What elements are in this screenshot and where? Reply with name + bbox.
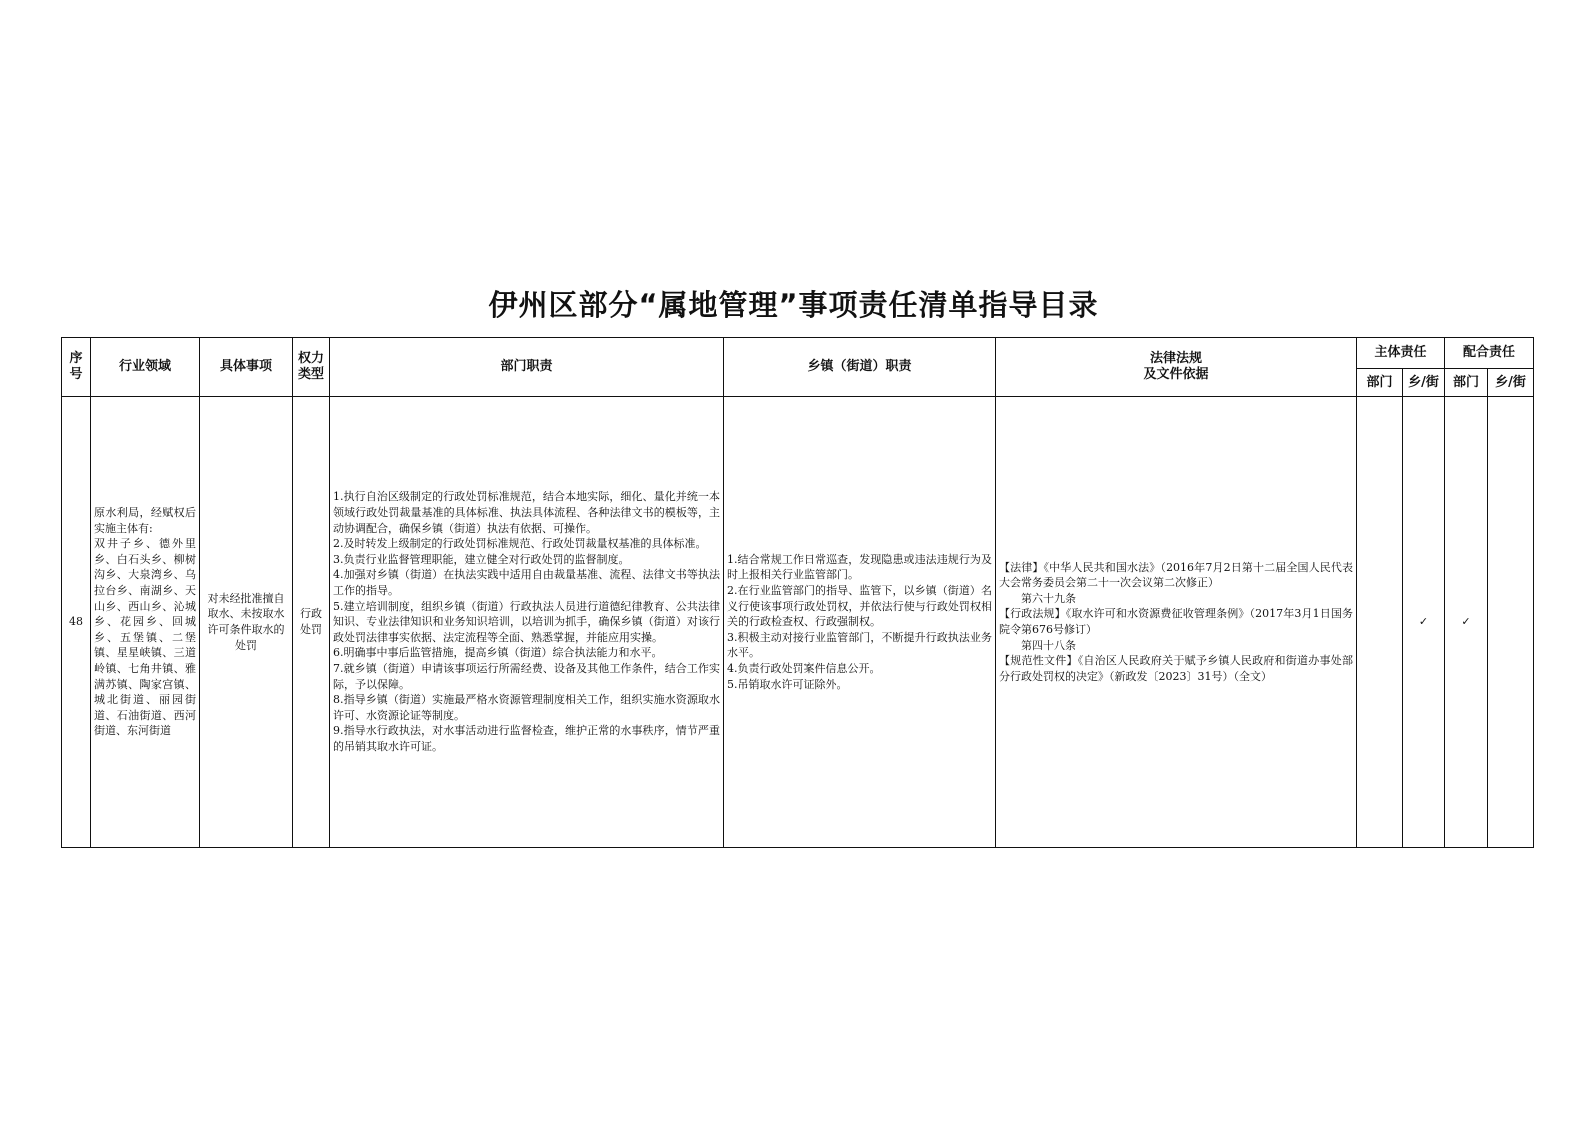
header-dept-duty: 部门职责 (330, 338, 724, 397)
cell-coop-dept-check: ✓ (1445, 397, 1488, 848)
header-town-duty: 乡镇（街道）职责 (724, 338, 996, 397)
cell-dept-duty: 1.执行自治区级制定的行政处罚标准规范，结合本地实际，细化、量化并统一本领域行政处罚裁量基准的具体标准、执法具体流程、各种法律文书的模板等，主动协调配合，确保乡镇（街道）执法有依据、可操作。 2.及时转发上级制定的行政处罚标准规范、行政处罚裁量权基准的具体标准。 3.负责行业监督管理职能，建立健全对行政处罚的监督制度。 4.加强对乡镇（街道）在执法实践中适用自由裁量基准、流程、法律文书等执法工作的指导。 5.建立培训制度，组织乡镇（街道）行政执法人员进行道德纪律教育、公共法律知识、专业法律知识和业务知识培训，以培训为抓手，确保乡镇（街道）对该行政处罚法律事实依据、法定流程等全面、熟悉掌握，并能应用实操。 6.明确事中事后监管措施，提高乡镇（街道）综合执法能力和水平。 7.就乡镇（街道）申请该事项运行所需经费、设备及其他工作条件，结合工作实际，予以保障。 8.指导乡镇（街道）实施最严格水资源管理制度相关工作，组织实施水资源取水许可、水资源论证等制度。 9.指导水行政执法，对水事活动进行监督检查，维护正常的水事秩序，情节严重的吊销其取水许可证。 (330, 397, 724, 848)
header-row (62, 338, 1534, 369)
header-power-type (293, 338, 330, 397)
header-power-line1: 权力 (297, 351, 324, 366)
cell-main-dept (1357, 397, 1403, 848)
header-coop-resp: 配合责任 (1445, 338, 1534, 369)
table-row (62, 397, 1534, 848)
header-main-resp: 主体责任 (1357, 338, 1445, 369)
cell-industry: 原水利局，经赋权后实施主体有: 双井子乡、德外里乡、白石头乡、柳树沟乡、大泉湾乡、乌拉台乡、南湖乡、天山乡、西山乡、沁城乡、花园乡、回城乡、五堡镇、二堡镇、星星峡镇、三道岭镇、七角井镇、雅满苏镇、陶家宫镇、城北街道、丽园街道、石油街道、西河街道、东河街道 (91, 397, 200, 848)
cell-item: 对未经批准擅自取水、未按取水许可条件取水的处罚 (200, 397, 293, 848)
responsibility-table (61, 337, 1534, 848)
cell-main-town-check: ✓ (1403, 397, 1445, 848)
cell-town-duty: 1.结合常规工作日常巡查，发现隐患或违法违规行为及时上报相关行业监管部门。 2.在行业监管部门的指导、监管下，以乡镇（街道）名义行使该事项行政处罚权，并依法行使与行政处罚权相关的行政检查权、行政强制权。 3.积极主动对接行业监管部门，不断提升行政执法业务水平。 4.负责行政处罚案件信息公开。 5.吊销取水许可证除外。 (724, 397, 996, 848)
header-main-dept: 部门 (1357, 369, 1403, 397)
header-seq-line2: 号 (69, 367, 83, 382)
header-coop-dept: 部门 (1445, 369, 1488, 397)
header-law-line2: 及文件依据 (1143, 367, 1209, 382)
header-industry: 行业领域 (91, 338, 200, 397)
cell-coop-town (1488, 397, 1534, 848)
header-law-basis (996, 338, 1357, 397)
page-title: 伊州区部分“属地管理”事项责任清单指导目录 (488, 288, 1099, 322)
header-power-line2: 类型 (297, 367, 324, 382)
header-item: 具体事项 (200, 338, 293, 397)
header-coop-town: 乡/街 (1488, 369, 1534, 397)
header-main-town: 乡/街 (1403, 369, 1445, 397)
cell-seq: 48 (62, 397, 91, 848)
header-law-line1: 法律法规 (1149, 351, 1202, 366)
header-seq (62, 338, 91, 397)
header-seq-line1: 序 (69, 351, 83, 366)
cell-law-basis: 【法律】《中华人民共和国水法》（2016年7月2日第十二届全国人民代表大会常务委员会第二十一次会议第二次修正） 第六十九条 【行政法规】《取水许可和水资源费征收管理条例》（2017年3月1日国务院令第676号修订） 第四十八条 【规范性文件】《自治区人民政府关于赋予乡镇人民政府和街道办事处部分行政处罚权的决定》（新政发〔2023〕31号）（全文） (996, 397, 1357, 848)
cell-power-type: 行政处罚 (293, 397, 330, 848)
